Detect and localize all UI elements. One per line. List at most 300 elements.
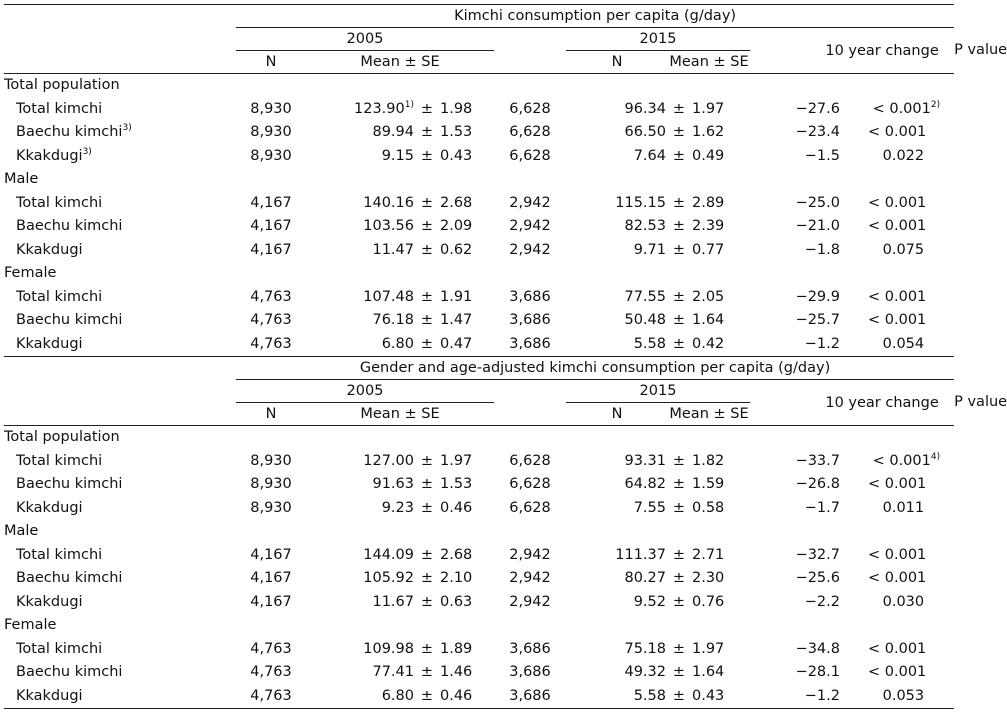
se-2005: 1.46 xyxy=(440,664,473,680)
ten-year-change: −1.7 xyxy=(804,499,840,516)
plus-minus: ± xyxy=(672,499,686,516)
empty-cell xyxy=(668,520,690,544)
n-2015: 3,686 xyxy=(509,640,551,657)
row-label-text: Total kimchi xyxy=(16,546,103,563)
year-2005-header: 2005 xyxy=(236,28,494,51)
empty-cell xyxy=(750,520,868,544)
mean-2005 xyxy=(306,638,416,662)
plus-minus: ± xyxy=(420,288,434,305)
se-2015: 1.97 xyxy=(692,100,725,117)
row-label-text: Baechu kimchi xyxy=(16,664,123,680)
p-value xyxy=(868,685,954,709)
empty-cell xyxy=(566,262,668,286)
se-2005: 1.89 xyxy=(440,640,473,657)
row-label xyxy=(4,685,236,709)
mean-2005-value: 123.90 xyxy=(354,100,405,117)
mean-2005-value: 103.56 xyxy=(363,218,414,234)
se-2005: 2.10 xyxy=(440,570,473,586)
mean-2005 xyxy=(306,333,416,357)
row-label xyxy=(4,638,236,662)
mean-2005-value: 76.18 xyxy=(372,312,414,328)
row-label xyxy=(4,145,236,169)
year-2015-header: 2015 xyxy=(566,28,750,51)
empty-cell xyxy=(416,520,438,544)
empty-cell xyxy=(306,262,416,286)
n-header: N xyxy=(566,403,668,426)
empty-cell xyxy=(668,74,690,98)
mean-2015: 9.52 xyxy=(633,593,666,610)
plus-minus: ± xyxy=(672,241,686,258)
mean-se-header: Mean ± SE xyxy=(306,51,494,74)
n-2005: 4,763 xyxy=(250,312,292,328)
empty-cell xyxy=(438,426,494,450)
panel-title-row xyxy=(4,5,954,28)
p-value-text: < 0.001 xyxy=(868,124,927,140)
empty-cell xyxy=(668,168,690,192)
row-label-text: Baechu kimchi xyxy=(16,312,123,328)
ten-year-change: −2.2 xyxy=(804,593,840,610)
table-row xyxy=(4,638,954,662)
row-label xyxy=(4,661,236,685)
n-2005: 4,763 xyxy=(250,664,292,680)
empty-cell xyxy=(236,262,306,286)
n-2005: 4,763 xyxy=(236,685,306,709)
empty-cell xyxy=(750,168,868,192)
p-value-text: < 0.001 xyxy=(872,452,931,469)
se-2015: 2.39 xyxy=(692,218,725,234)
p-value xyxy=(868,450,954,474)
mean-2015: 7.64 xyxy=(633,147,666,164)
p-value xyxy=(868,145,954,169)
empty-cell xyxy=(668,262,690,286)
mean-2005 xyxy=(306,145,416,169)
n-2005: 8,930 xyxy=(250,499,292,516)
n-header: N xyxy=(566,51,668,74)
table-row xyxy=(4,661,954,685)
p-value-text: < 0.001 xyxy=(868,546,927,563)
plus-minus: ± xyxy=(668,685,690,709)
mean-2015: 77.55 xyxy=(624,288,666,305)
empty-cell xyxy=(306,426,416,450)
se-2005: 0.43 xyxy=(440,147,473,164)
plus-minus: ± xyxy=(420,312,434,328)
ten-year-change: −1.5 xyxy=(804,147,840,164)
se-2015: 1.64 xyxy=(692,664,725,680)
plus-minus: ± xyxy=(672,452,686,469)
ten-year-change: −32.7 xyxy=(795,546,840,563)
p-value-text: 0.011 xyxy=(882,499,925,516)
row-label-text: Total kimchi xyxy=(16,640,103,657)
empty-cell xyxy=(236,426,306,450)
p-value xyxy=(868,309,954,333)
mean-2005-value: 127.00 xyxy=(363,452,414,469)
mean-2005-value: 77.41 xyxy=(372,664,414,680)
empty-cell xyxy=(306,520,416,544)
n-2005: 4,167 xyxy=(250,218,292,234)
n-2015: 6,628 xyxy=(509,147,551,164)
row-label xyxy=(4,121,236,145)
plus-minus: ± xyxy=(420,241,434,258)
plus-minus: ± xyxy=(420,640,434,657)
change-header: 10 year change xyxy=(750,28,954,74)
empty-cell xyxy=(416,426,438,450)
row-label xyxy=(4,215,236,239)
mean-2015: 64.82 xyxy=(624,476,666,492)
mean-2005 xyxy=(306,121,416,145)
n-header: N xyxy=(236,51,306,74)
se-2005: 1.97 xyxy=(440,452,473,469)
plus-minus: ± xyxy=(672,100,686,117)
group-label: Total population xyxy=(4,77,120,93)
mean-2015: 80.27 xyxy=(624,570,666,586)
empty-cell xyxy=(236,74,306,98)
plus-minus: ± xyxy=(420,546,434,563)
header-gap xyxy=(494,51,566,74)
se-2005: 1.53 xyxy=(440,476,473,492)
row-label xyxy=(4,286,236,310)
mean-2015: 49.32 xyxy=(624,664,666,680)
plus-minus: ± xyxy=(420,570,434,586)
plus-minus: ± xyxy=(672,593,686,610)
year-2005-header: 2005 xyxy=(236,380,494,403)
mean-2005 xyxy=(306,309,416,333)
mean-2015: 5.58 xyxy=(566,333,668,357)
n-2015: 6,628 xyxy=(509,452,551,469)
plus-minus: ± xyxy=(420,124,434,140)
empty-cell xyxy=(566,74,668,98)
footnote-marker: 3) xyxy=(122,123,132,134)
n-2015: 6,628 xyxy=(509,499,551,516)
p-value xyxy=(868,215,954,239)
n-2015: 2,942 xyxy=(509,194,551,211)
mean-2005 xyxy=(306,192,416,216)
n-2005: 8,930 xyxy=(250,476,292,492)
p-value xyxy=(868,661,954,685)
plus-minus: ± xyxy=(420,499,434,516)
row-label-text: Kkakdugi xyxy=(16,687,83,704)
plus-minus: ± xyxy=(420,147,434,164)
row-label xyxy=(4,333,236,357)
table-row xyxy=(4,239,954,263)
mean-2015: 7.55 xyxy=(633,499,666,516)
plus-minus: ± xyxy=(416,333,438,357)
empty-cell xyxy=(306,168,416,192)
mean-2015: 66.50 xyxy=(624,124,666,140)
se-2015: 1.62 xyxy=(692,124,725,140)
row-label xyxy=(4,450,236,474)
empty-cell xyxy=(438,262,494,286)
ten-year-change: −21.0 xyxy=(795,218,840,234)
mean-2015: 82.53 xyxy=(624,218,666,234)
n-2005: 4,167 xyxy=(250,593,292,610)
group-label: Male xyxy=(4,171,39,187)
empty-cell xyxy=(566,614,668,638)
mean-2005-value: 9.15 xyxy=(381,147,414,164)
row-label-text: Kkakdugi xyxy=(16,241,83,258)
header-gap xyxy=(494,28,566,51)
mean-2005 xyxy=(306,286,416,310)
empty-cell xyxy=(868,520,954,544)
p-value xyxy=(868,192,954,216)
ten-year-change: −25.7 xyxy=(795,312,840,328)
plus-minus: ± xyxy=(420,218,434,234)
empty-cell xyxy=(416,614,438,638)
mean-se-header: Mean ± SE xyxy=(668,403,750,426)
mean-2005-value: 6.80 xyxy=(381,335,414,352)
empty-cell xyxy=(668,614,690,638)
p-value-text: 0.054 xyxy=(882,335,925,352)
p-value-text: 0.075 xyxy=(882,241,925,258)
ten-year-change: −1.2 xyxy=(750,685,868,709)
se-2015: 0.77 xyxy=(692,241,725,258)
p-value-text: < 0.001 xyxy=(868,312,927,328)
empty-cell xyxy=(668,426,690,450)
p-value xyxy=(868,121,954,145)
group-row xyxy=(4,168,954,192)
n-2015: 3,686 xyxy=(494,333,566,357)
p-value-text: 0.022 xyxy=(882,147,925,164)
footnote-marker: 3) xyxy=(82,146,92,157)
row-label-text: Total kimchi xyxy=(16,100,103,117)
n-2015: 3,686 xyxy=(494,685,566,709)
row-label-text: Kkakdugi xyxy=(16,499,83,516)
n-2015: 2,942 xyxy=(509,241,551,258)
p-value-text: < 0.001 xyxy=(868,194,927,211)
p-value xyxy=(868,333,954,357)
plus-minus: ± xyxy=(672,194,686,211)
plus-minus: ± xyxy=(420,194,434,211)
ten-year-change: −23.4 xyxy=(795,124,840,140)
mean-2005 xyxy=(306,450,416,474)
empty-cell xyxy=(416,168,438,192)
plus-minus: ± xyxy=(672,288,686,305)
n-2005: 8,930 xyxy=(250,452,292,469)
se-2015: 0.42 xyxy=(690,333,750,357)
empty-cell xyxy=(566,426,668,450)
row-label xyxy=(4,567,236,591)
empty-cell xyxy=(750,262,868,286)
footnote-marker: 4) xyxy=(930,451,941,462)
empty-cell xyxy=(690,614,750,638)
mean-se-header: Mean ± SE xyxy=(668,51,750,74)
row-label xyxy=(4,497,236,521)
plus-minus: ± xyxy=(420,664,434,680)
plus-minus: ± xyxy=(672,218,686,234)
header-gap xyxy=(494,380,566,403)
mean-2005-value: 11.67 xyxy=(372,593,414,610)
empty-cell xyxy=(868,74,954,98)
header-blank xyxy=(4,357,236,426)
table-row xyxy=(4,685,954,709)
empty-cell xyxy=(868,168,954,192)
plus-minus: ± xyxy=(672,570,686,586)
n-2005: 4,763 xyxy=(250,640,292,657)
mean-2005-value: 91.63 xyxy=(372,476,414,492)
se-2015: 2.05 xyxy=(692,288,725,305)
se-2015: 1.59 xyxy=(692,476,725,492)
mean-2015: 115.15 xyxy=(615,194,666,211)
group-label: Total population xyxy=(4,429,120,445)
table-row xyxy=(4,309,954,333)
p-value-text: < 0.001 xyxy=(868,218,927,234)
row-label-text: Baechu kimchi xyxy=(16,218,123,234)
mean-2005 xyxy=(306,497,416,521)
group-label: Female xyxy=(4,265,57,281)
empty-cell xyxy=(566,520,668,544)
year-header-row: 2005 2015 10 year change P value xyxy=(4,380,954,403)
p-value-text: < 0.001 xyxy=(868,476,927,492)
mean-2015: 75.18 xyxy=(624,640,666,657)
empty-cell xyxy=(494,262,566,286)
mean-2015: 111.37 xyxy=(615,546,666,563)
n-2015: 3,686 xyxy=(509,664,551,680)
table-row xyxy=(4,497,954,521)
se-2005: 0.63 xyxy=(440,593,473,610)
empty-cell xyxy=(690,426,750,450)
row-label xyxy=(4,98,236,122)
panel-title-row xyxy=(4,357,954,380)
plus-minus: ± xyxy=(672,546,686,563)
group-label: Female xyxy=(4,617,57,633)
plus-minus: ± xyxy=(420,476,434,492)
plus-minus: ± xyxy=(668,333,690,357)
se-2015: 0.76 xyxy=(692,593,725,610)
kimchi-consumption-table xyxy=(4,4,1007,709)
mean-2005-value: 144.09 xyxy=(363,546,414,563)
se-2015: 1.64 xyxy=(692,312,725,328)
n-2005: 4,167 xyxy=(250,570,292,586)
empty-cell xyxy=(566,168,668,192)
row-label xyxy=(4,473,236,497)
table-row xyxy=(4,473,954,497)
mean-2015: 5.58 xyxy=(566,685,668,709)
mean-2005-value: 140.16 xyxy=(363,194,414,211)
se-2015: 0.43 xyxy=(690,685,750,709)
table-row xyxy=(4,567,954,591)
n-2005: 4,167 xyxy=(250,241,292,258)
plus-minus: ± xyxy=(416,685,438,709)
empty-cell xyxy=(750,426,868,450)
empty-cell xyxy=(494,74,566,98)
n-2005: 4,167 xyxy=(250,546,292,563)
empty-cell xyxy=(416,74,438,98)
row-label xyxy=(4,309,236,333)
mean-2005-value: 109.98 xyxy=(363,640,414,657)
ten-year-change: −26.8 xyxy=(795,476,840,492)
empty-cell xyxy=(494,168,566,192)
plus-minus: ± xyxy=(672,640,686,657)
mean-2005-value: 105.92 xyxy=(363,570,414,586)
p-value-text: < 0.001 xyxy=(868,664,927,680)
mean-2005 xyxy=(306,98,416,122)
group-row xyxy=(4,614,954,638)
empty-cell xyxy=(868,426,954,450)
se-2005: 1.98 xyxy=(440,100,473,117)
empty-cell xyxy=(690,520,750,544)
n-2015: 2,942 xyxy=(509,570,551,586)
table-row xyxy=(4,591,954,615)
n-2015: 6,628 xyxy=(509,124,551,140)
empty-cell xyxy=(438,168,494,192)
mean-2005 xyxy=(306,544,416,568)
group-row xyxy=(4,426,954,450)
empty-cell xyxy=(690,168,750,192)
mean-se-header: Mean ± SE xyxy=(306,403,494,426)
p-value xyxy=(868,239,954,263)
se-2005: 2.09 xyxy=(440,218,473,234)
table-row xyxy=(4,333,954,357)
plus-minus: ± xyxy=(420,100,434,117)
empty-cell xyxy=(438,520,494,544)
plus-minus: ± xyxy=(420,452,434,469)
se-2015: 2.71 xyxy=(692,546,725,563)
n-2005: 4,167 xyxy=(250,194,292,211)
p-value-text: 0.030 xyxy=(882,593,925,610)
mean-2015: 9.71 xyxy=(633,241,666,258)
empty-cell xyxy=(236,168,306,192)
plus-minus: ± xyxy=(420,593,434,610)
plus-minus: ± xyxy=(672,147,686,164)
ten-year-change: −25.0 xyxy=(795,194,840,211)
n-2005: 4,763 xyxy=(250,288,292,305)
table-row xyxy=(4,98,954,122)
ten-year-change: −1.8 xyxy=(804,241,840,258)
n-2015: 2,942 xyxy=(509,546,551,563)
p-value-text: 0.053 xyxy=(882,687,925,704)
p-value xyxy=(868,98,954,122)
empty-cell xyxy=(306,614,416,638)
se-2005: 2.68 xyxy=(440,546,473,563)
p-value-text: < 0.001 xyxy=(872,100,931,117)
empty-cell xyxy=(236,614,306,638)
table-row xyxy=(4,215,954,239)
n-2015: 6,628 xyxy=(509,100,551,117)
ten-year-change: −25.6 xyxy=(795,570,840,586)
mean-2005-value: 6.80 xyxy=(381,687,414,704)
mean-2005 xyxy=(306,239,416,263)
group-row xyxy=(4,262,954,286)
mean-2015: 50.48 xyxy=(624,312,666,328)
n-header: N xyxy=(236,403,306,426)
plus-minus: ± xyxy=(672,476,686,492)
empty-cell xyxy=(494,614,566,638)
se-2005: 2.68 xyxy=(440,194,473,211)
header-gap xyxy=(494,403,566,426)
mean-2005 xyxy=(306,567,416,591)
row-label-text: Total kimchi xyxy=(16,194,103,211)
p-value xyxy=(868,591,954,615)
empty-cell xyxy=(438,614,494,638)
empty-cell xyxy=(690,262,750,286)
p-value xyxy=(868,544,954,568)
footnote-marker: 2) xyxy=(930,99,941,110)
group-row xyxy=(4,74,954,98)
panel-title: Kimchi consumption per capita (g/day) xyxy=(236,5,954,28)
empty-cell xyxy=(750,614,868,638)
row-label xyxy=(4,239,236,263)
ten-year-change: −33.7 xyxy=(795,452,840,469)
mean-2005 xyxy=(306,685,416,709)
empty-cell xyxy=(750,74,868,98)
p-value xyxy=(868,473,954,497)
empty-cell xyxy=(416,262,438,286)
n-2005: 8,930 xyxy=(250,100,292,117)
plus-minus: ± xyxy=(672,664,686,680)
row-label xyxy=(4,192,236,216)
empty-cell xyxy=(306,74,416,98)
n-2005: 8,930 xyxy=(250,147,292,164)
ten-year-change: −1.2 xyxy=(750,333,868,357)
